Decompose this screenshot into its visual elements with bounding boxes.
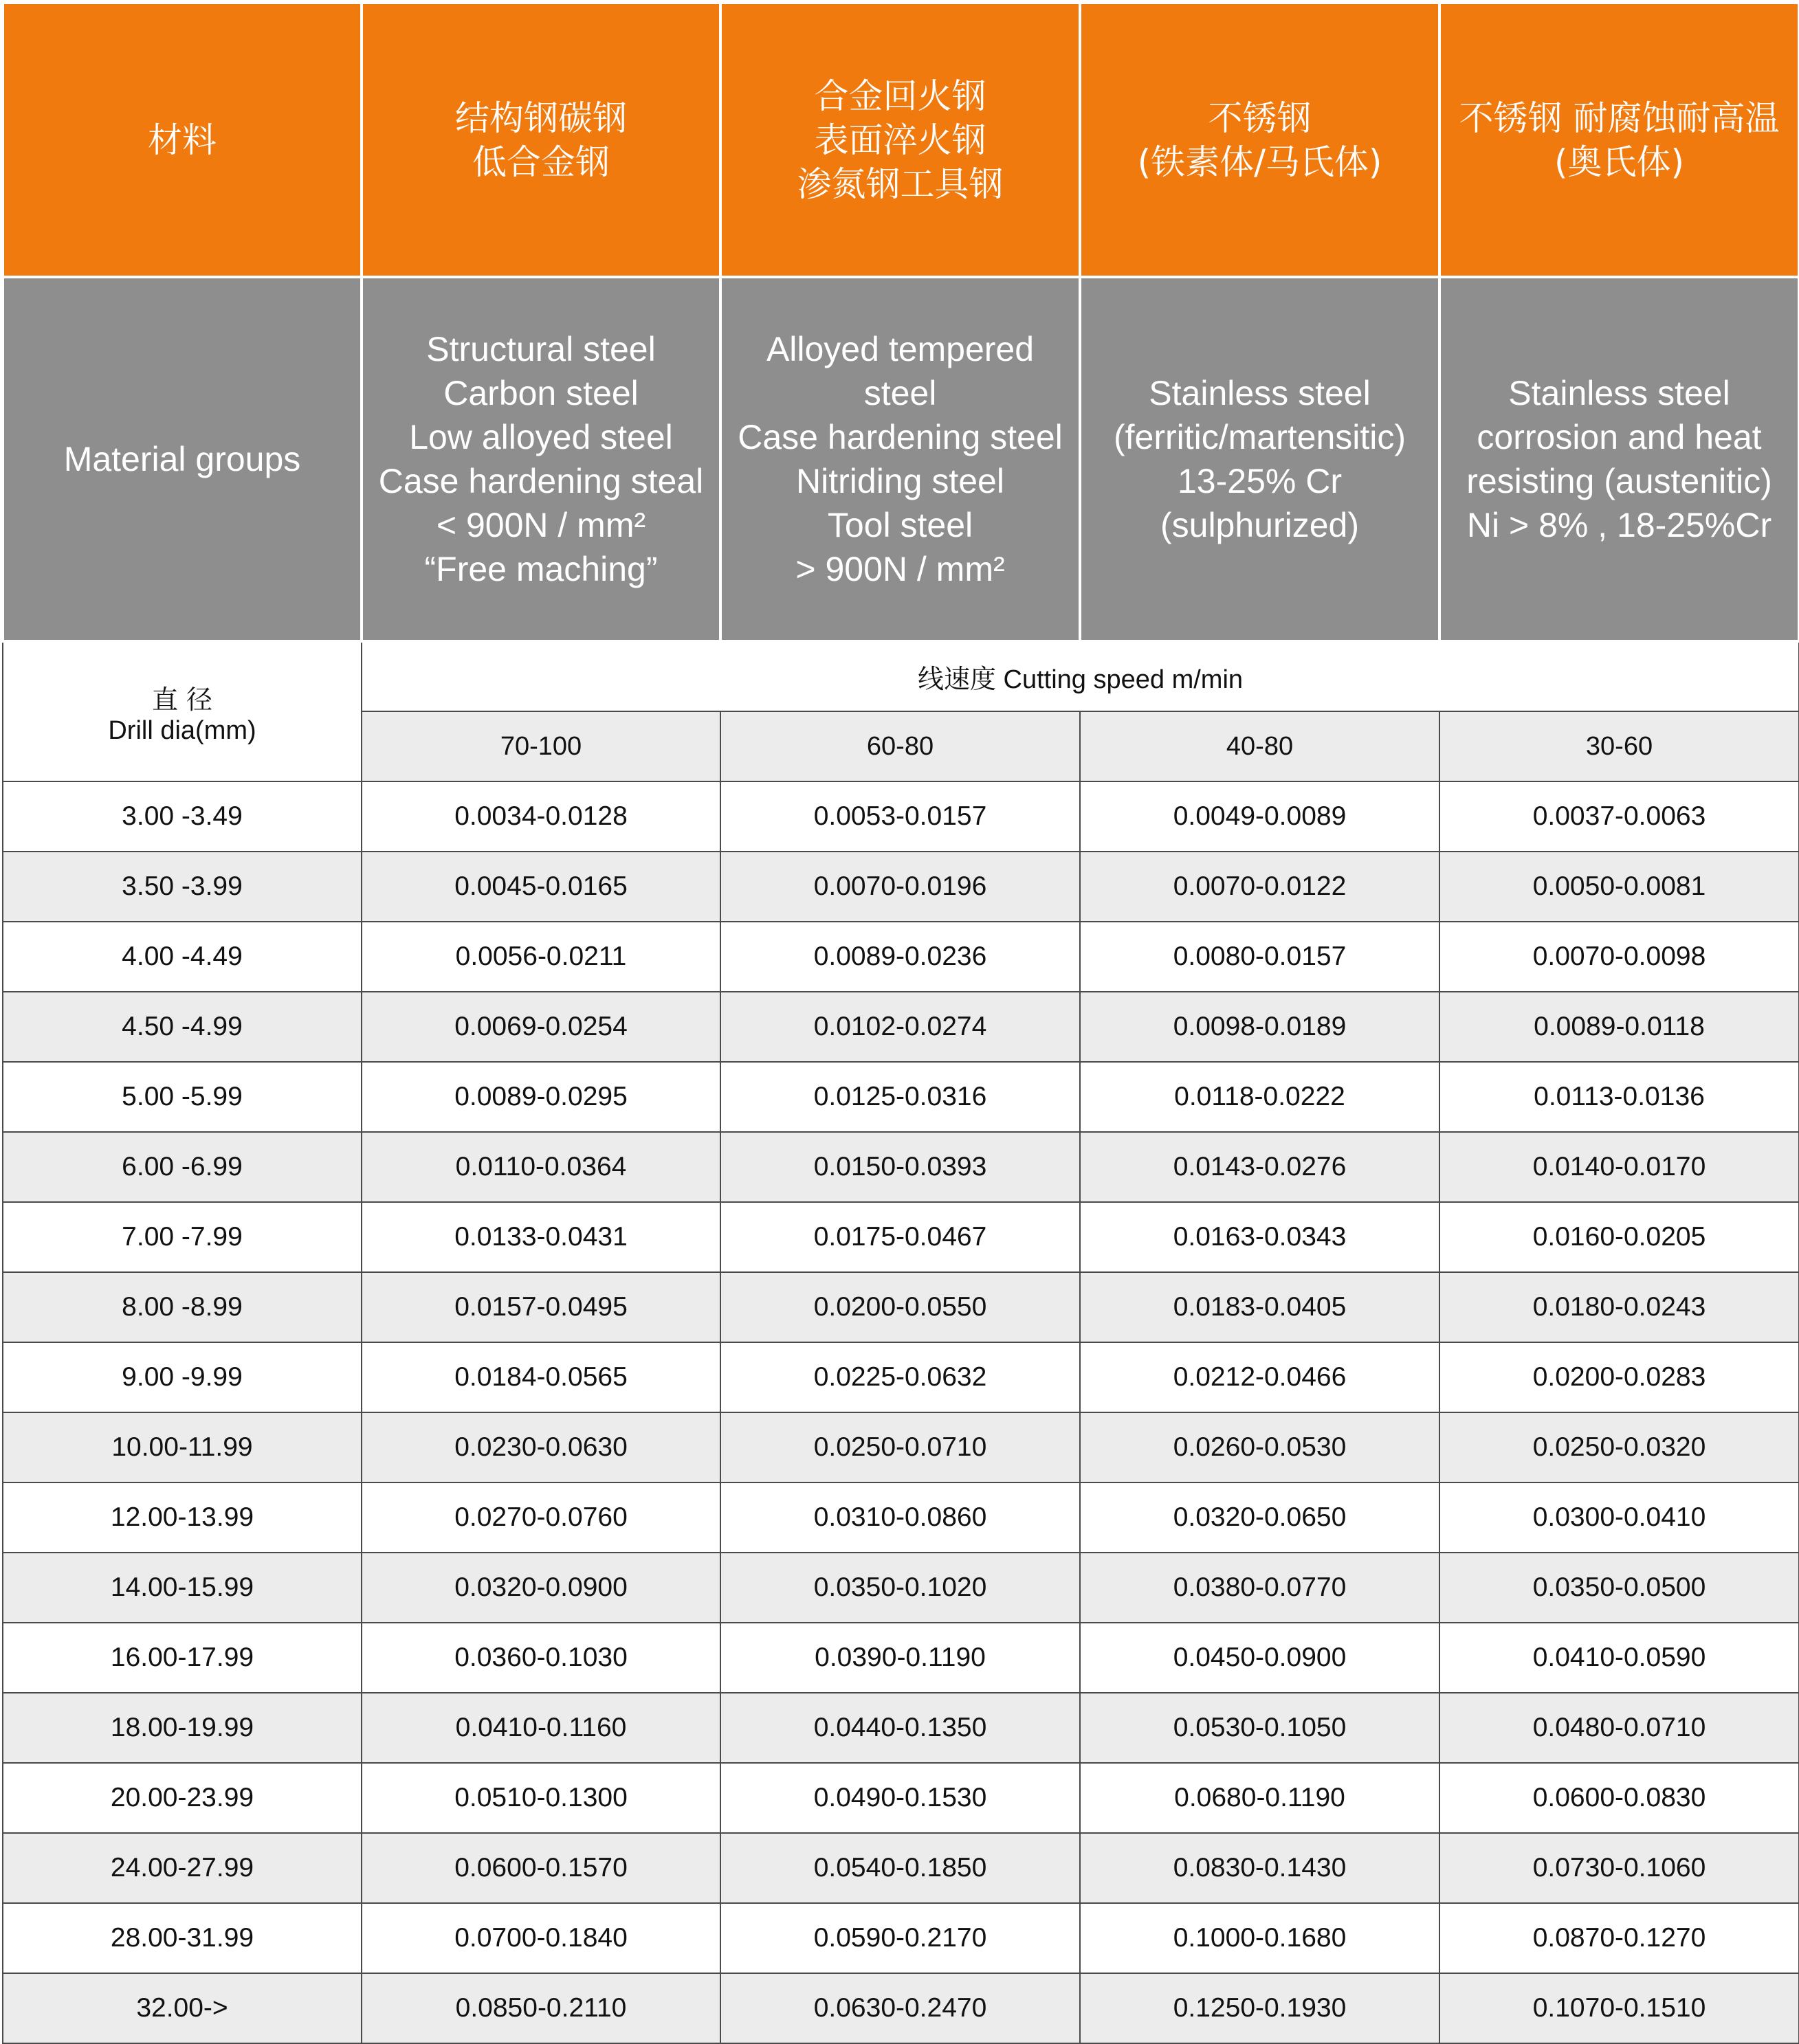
cell-line: Case hardening steel (738, 418, 1063, 456)
table-row (3, 1763, 1799, 1833)
drill-diameter-cell: 20.00-23.99 (3, 1763, 362, 1833)
feed-stainless-austenitic: 0.0180-0.0243 (1439, 1272, 1799, 1342)
table-row (3, 1272, 1799, 1342)
feed-structural-steel: 0.0270-0.0760 (362, 1482, 720, 1553)
feed-stainless-austenitic: 0.0300-0.0410 (1439, 1482, 1799, 1553)
feed-stainless-austenitic: 0.0870-0.1270 (1439, 1903, 1799, 1973)
table-row (3, 1693, 1799, 1763)
table-row (3, 781, 1799, 852)
feed-alloyed-steel: 0.0089-0.0236 (720, 922, 1080, 992)
drill-diameter-cell: 14.00-15.99 (3, 1553, 362, 1623)
feed-structural-steel: 0.0034-0.0128 (362, 781, 720, 852)
feed-alloyed-steel: 0.0150-0.0393 (720, 1132, 1080, 1202)
feed-stainless-ferritic: 0.0680-0.1190 (1080, 1763, 1439, 1833)
feed-stainless-ferritic: 0.0260-0.0530 (1080, 1412, 1439, 1482)
feed-structural-steel: 0.0410-0.1160 (362, 1693, 720, 1763)
feed-alloyed-steel: 0.0310-0.0860 (720, 1482, 1080, 1553)
chinese-header-row (3, 3, 1799, 277)
cell-line: > 900N / mm² (795, 550, 1005, 588)
feed-alloyed-steel: 0.0630-0.2470 (720, 1973, 1080, 2043)
feed-stainless-ferritic: 0.0320-0.0650 (1080, 1482, 1439, 1553)
feed-alloyed-steel: 0.0390-0.1190 (720, 1623, 1080, 1693)
feed-stainless-ferritic: 0.1250-0.1930 (1080, 1973, 1439, 2043)
table-row (3, 1903, 1799, 1973)
table-row (3, 1412, 1799, 1482)
drill-diameter-cell: 28.00-31.99 (3, 1903, 362, 1973)
feed-stainless-ferritic: 0.0049-0.0089 (1080, 781, 1439, 852)
feed-stainless-austenitic: 0.0480-0.0710 (1439, 1693, 1799, 1763)
material-label-en (3, 277, 362, 641)
feed-stainless-austenitic: 0.0070-0.0098 (1439, 922, 1799, 992)
feed-structural-steel: 0.0230-0.0630 (362, 1412, 720, 1482)
cell-line: Low alloyed steel (409, 418, 673, 456)
material-label-en-text: Material groups (63, 440, 301, 478)
cell-line: Tool steel (827, 506, 973, 544)
table-row (3, 1202, 1799, 1272)
feed-structural-steel: 0.0056-0.0211 (362, 922, 720, 992)
feed-alloyed-steel: 0.0440-0.1350 (720, 1693, 1080, 1763)
feed-structural-steel: 0.0157-0.0495 (362, 1272, 720, 1342)
cell-line: (ferritic/martensitic) (1113, 418, 1406, 456)
feed-stainless-austenitic: 0.0037-0.0063 (1439, 781, 1799, 852)
feed-stainless-ferritic: 0.0118-0.0222 (1080, 1062, 1439, 1132)
cutting-speed-value: 30-60 (1439, 711, 1799, 781)
table-row (3, 852, 1799, 922)
feed-structural-steel: 0.0320-0.0900 (362, 1553, 720, 1623)
drill-diameter-cell: 24.00-27.99 (3, 1833, 362, 1903)
feed-stainless-ferritic: 0.0080-0.0157 (1080, 922, 1439, 992)
cutting-speed-value: 70-100 (362, 711, 720, 781)
feed-stainless-ferritic: 0.0143-0.0276 (1080, 1132, 1439, 1202)
table-row (3, 1132, 1799, 1202)
cell-line: (铁素体/马氏体) (1137, 142, 1382, 182)
feed-stainless-ferritic: 0.0830-0.1430 (1080, 1833, 1439, 1903)
material-group-en-3 (1080, 277, 1439, 641)
material-group-cn-3 (1080, 3, 1439, 277)
feed-stainless-austenitic: 0.0410-0.0590 (1439, 1623, 1799, 1693)
feed-structural-steel: 0.0360-0.1030 (362, 1623, 720, 1693)
cell-line: < 900N / mm² (436, 506, 646, 544)
feed-alloyed-steel: 0.0125-0.0316 (720, 1062, 1080, 1132)
cell-line: Nitriding steel (796, 462, 1004, 500)
feed-stainless-austenitic: 0.0600-0.0830 (1439, 1763, 1799, 1833)
material-group-cn-4 (1439, 3, 1799, 277)
drill-diameter-cell: 3.50 -3.99 (3, 852, 362, 922)
feed-stainless-austenitic: 0.0200-0.0283 (1439, 1342, 1799, 1412)
feed-stainless-ferritic: 0.1000-0.1680 (1080, 1903, 1439, 1973)
cell-line: Stainless steel (1149, 374, 1371, 412)
drill-diameter-cell: 16.00-17.99 (3, 1623, 362, 1693)
feed-alloyed-steel: 0.0490-0.1530 (720, 1763, 1080, 1833)
cell-line: resisting (austenitic) (1466, 462, 1772, 500)
feed-structural-steel: 0.0700-0.1840 (362, 1903, 720, 1973)
feed-alloyed-steel: 0.0175-0.0467 (720, 1202, 1080, 1272)
feed-stainless-austenitic: 0.0113-0.0136 (1439, 1062, 1799, 1132)
feed-alloyed-steel: 0.0350-0.1020 (720, 1553, 1080, 1623)
drill-diameter-cell: 18.00-19.99 (3, 1693, 362, 1763)
table-row (3, 1482, 1799, 1553)
table-row (3, 1623, 1799, 1693)
material-group-cn-1 (362, 3, 720, 277)
cell-line: 渗氮钢工具钢 (797, 164, 1004, 204)
cell-line: Ni > 8% , 18-25%Cr (1466, 506, 1772, 544)
feed-stainless-austenitic: 0.0140-0.0170 (1439, 1132, 1799, 1202)
feed-structural-steel: 0.0069-0.0254 (362, 992, 720, 1062)
material-group-en-1 (362, 277, 720, 641)
drill-diameter-cell: 7.00 -7.99 (3, 1202, 362, 1272)
feed-alloyed-steel: 0.0590-0.2170 (720, 1903, 1080, 1973)
cutting-speed-header (362, 641, 1799, 711)
english-header-row (3, 277, 1799, 641)
table-row (3, 1973, 1799, 2043)
cutting-speed-value: 60-80 (720, 711, 1080, 781)
cell-line: (奥氏体) (1554, 142, 1684, 182)
feed-stainless-ferritic: 0.0098-0.0189 (1080, 992, 1439, 1062)
material-label-cn (3, 3, 362, 277)
drill-diameter-cell: 32.00-> (3, 1973, 362, 2043)
drill-diameter-cell: 4.50 -4.99 (3, 992, 362, 1062)
feed-structural-steel: 0.0600-0.1570 (362, 1833, 720, 1903)
drill-diameter-header-cn: 直 径 (151, 684, 213, 715)
table-row (3, 1062, 1799, 1132)
drill-diameter-cell: 5.00 -5.99 (3, 1062, 362, 1132)
feed-structural-steel: 0.0045-0.0165 (362, 852, 720, 922)
feed-structural-steel: 0.0089-0.0295 (362, 1062, 720, 1132)
table-row (3, 1833, 1799, 1903)
drill-diameter-cell: 3.00 -3.49 (3, 781, 362, 852)
feed-stainless-ferritic: 0.0530-0.1050 (1080, 1693, 1439, 1763)
feed-stainless-ferritic: 0.0070-0.0122 (1080, 852, 1439, 922)
drill-diameter-header-en: Drill dia(mm) (108, 715, 256, 745)
feed-stainless-austenitic: 0.0730-0.1060 (1439, 1833, 1799, 1903)
table-row (3, 1553, 1799, 1623)
feed-stainless-austenitic: 0.0350-0.0500 (1439, 1553, 1799, 1623)
material-group-en-4 (1439, 277, 1799, 641)
feed-alloyed-steel: 0.0250-0.0710 (720, 1412, 1080, 1482)
cutting-speed-label-row (3, 641, 1799, 711)
feed-stainless-ferritic: 0.0450-0.0900 (1080, 1623, 1439, 1693)
drill-feed-table (1, 1, 1799, 2044)
feed-stainless-austenitic: 0.0050-0.0081 (1439, 852, 1799, 922)
cell-line: 低合金钢 (472, 142, 610, 182)
cutting-speed-header-en: Cutting speed m/min (1003, 665, 1244, 694)
feed-stainless-ferritic: 0.0183-0.0405 (1080, 1272, 1439, 1342)
table-body (3, 3, 1799, 2043)
table-row (3, 1342, 1799, 1412)
drill-diameter-header (3, 641, 362, 781)
cell-line: “Free maching” (424, 550, 658, 588)
cell-line: Case hardening steal (378, 462, 704, 500)
material-group-en-2 (720, 277, 1080, 641)
feed-stainless-ferritic: 0.0212-0.0466 (1080, 1342, 1439, 1412)
cell-line: 不锈钢 (1208, 98, 1312, 138)
drill-diameter-cell: 8.00 -8.99 (3, 1272, 362, 1342)
feed-structural-steel: 0.0850-0.2110 (362, 1973, 720, 2043)
feed-stainless-ferritic: 0.0163-0.0343 (1080, 1202, 1439, 1272)
feed-structural-steel: 0.0184-0.0565 (362, 1342, 720, 1412)
cutting-speed-header-cn: 线速度 (917, 664, 996, 694)
drill-diameter-cell: 10.00-11.99 (3, 1412, 362, 1482)
feed-alloyed-steel: 0.0200-0.0550 (720, 1272, 1080, 1342)
drill-diameter-cell: 9.00 -9.99 (3, 1342, 362, 1412)
feed-stainless-austenitic: 0.1070-0.1510 (1439, 1973, 1799, 2043)
cell-line: Stainless steel (1508, 374, 1730, 412)
cell-line: 表面淬火钢 (814, 120, 986, 160)
feed-alloyed-steel: 0.0225-0.0632 (720, 1342, 1080, 1412)
cell-line: Carbon steel (443, 374, 639, 412)
cell-line: Alloyed tempered (766, 330, 1035, 368)
cell-line: (sulphurized) (1160, 506, 1359, 544)
cell-line: 13-25% Cr (1178, 462, 1342, 500)
drill-diameter-cell: 4.00 -4.49 (3, 922, 362, 992)
feed-structural-steel: 0.0110-0.0364 (362, 1132, 720, 1202)
cell-line: 合金回火钢 (814, 76, 986, 116)
cell-line: 结构钢碳钢 (455, 98, 627, 138)
feed-stainless-austenitic: 0.0250-0.0320 (1439, 1412, 1799, 1482)
feed-structural-steel: 0.0133-0.0431 (362, 1202, 720, 1272)
feed-alloyed-steel: 0.0102-0.0274 (720, 992, 1080, 1062)
feed-stainless-austenitic: 0.0089-0.0118 (1439, 992, 1799, 1062)
cell-line: Structural steel (426, 330, 656, 368)
cell-line: steel (863, 374, 937, 412)
feed-structural-steel: 0.0510-0.1300 (362, 1763, 720, 1833)
cell-line: 不锈钢 耐腐蚀耐高温 (1459, 98, 1780, 138)
drill-diameter-cell: 6.00 -6.99 (3, 1132, 362, 1202)
feed-stainless-austenitic: 0.0160-0.0205 (1439, 1202, 1799, 1272)
feed-alloyed-steel: 0.0053-0.0157 (720, 781, 1080, 852)
material-group-cn-2 (720, 3, 1080, 277)
cell-line: corrosion and heat (1477, 418, 1762, 456)
feed-alloyed-steel: 0.0540-0.1850 (720, 1833, 1080, 1903)
table-row (3, 922, 1799, 992)
feed-alloyed-steel: 0.0070-0.0196 (720, 852, 1080, 922)
material-label-cn-text: 材料 (148, 120, 217, 160)
drill-diameter-cell: 12.00-13.99 (3, 1482, 362, 1553)
table-row (3, 992, 1799, 1062)
cutting-speed-value: 40-80 (1080, 711, 1439, 781)
feed-stainless-ferritic: 0.0380-0.0770 (1080, 1553, 1439, 1623)
